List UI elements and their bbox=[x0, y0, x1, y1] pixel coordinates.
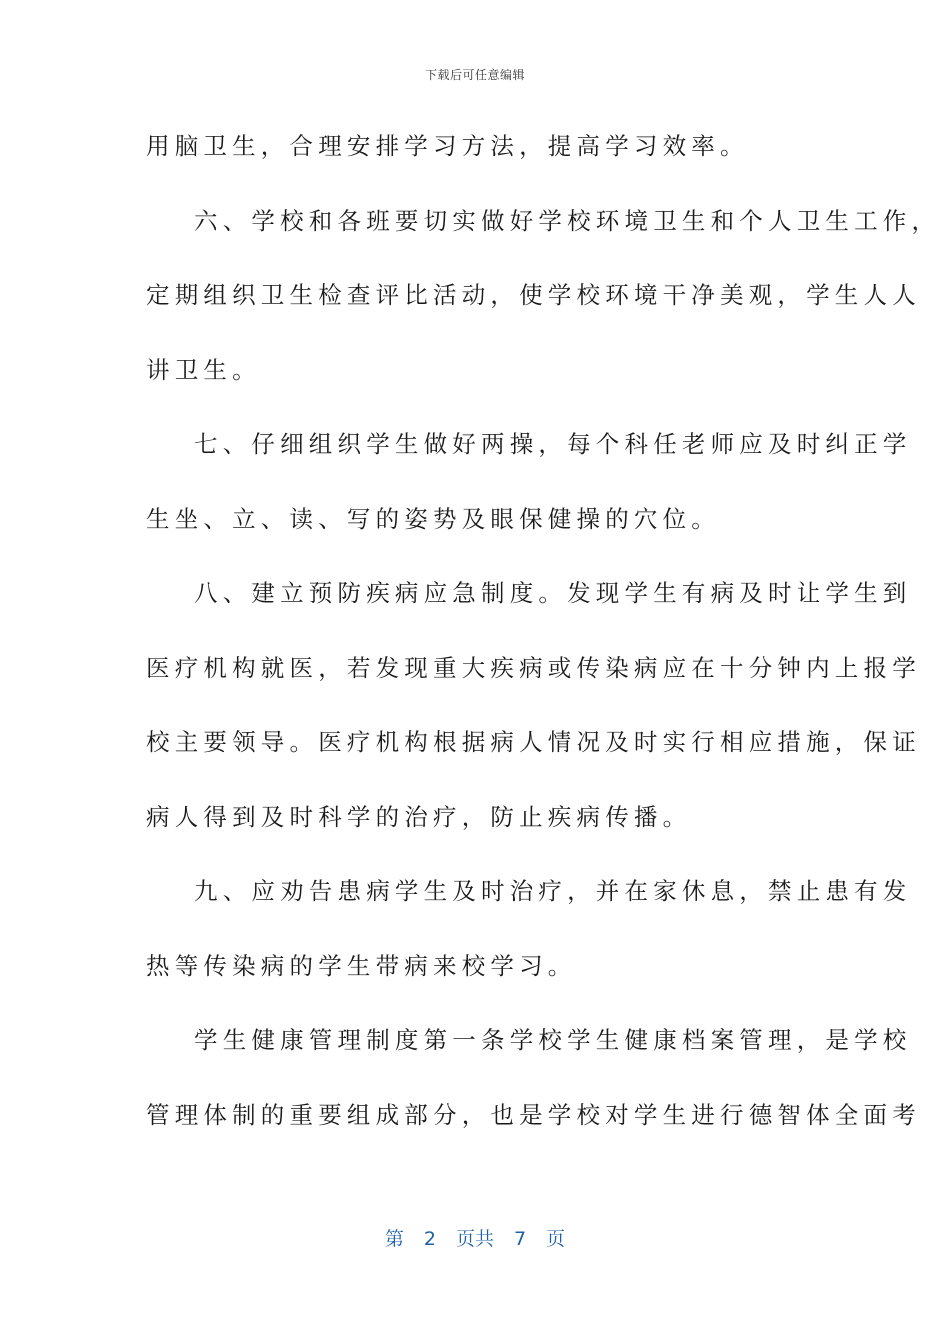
page-label: 第 bbox=[384, 1228, 404, 1250]
text-line: 学生健康管理制度第一条学校学生健康档案管理，是学校 bbox=[194, 1026, 912, 1054]
text-line: 用脑卫生，合理安排学习方法，提高学习效率。 bbox=[146, 132, 749, 160]
document-body bbox=[146, 116, 941, 1159]
page-header-note: 下载后可任意编辑 bbox=[424, 68, 525, 82]
page-label: 页共 bbox=[455, 1228, 494, 1250]
page-label: 页 bbox=[546, 1228, 566, 1250]
text-line: 定期组织卫生检查评比活动，使学校环境干净美观，学生人人 bbox=[146, 281, 921, 309]
page-total: 7 bbox=[514, 1228, 527, 1250]
text-line: 病人得到及时科学的治疗，防止疾病传播。 bbox=[146, 802, 692, 831]
text-line: 八、建立预防疾病应急制度。发现学生有病及时让学生到 bbox=[194, 579, 912, 607]
text-line: 校主要领导。医疗机构根据病人情况及时实行相应措施，保证 bbox=[146, 728, 921, 756]
text-line: 九、应劝告患病学生及时治疗，并在家休息，禁止患有发 bbox=[194, 877, 912, 905]
page-number-footer bbox=[0, 1224, 950, 1251]
text-line: 讲卫生。 bbox=[146, 355, 261, 384]
text-line: 热等传染病的学生带病来校学习。 bbox=[146, 951, 577, 980]
text-line: 生坐、立、读、写的姿势及眼保健操的穴位。 bbox=[146, 504, 720, 533]
text-line: 六、学校和各班要切实做好学校环境卫生和个人卫生工作， bbox=[194, 206, 941, 235]
text-line: 七、仔细组织学生做好两操，每个科任老师应及时纠正学 bbox=[194, 430, 912, 458]
page-current: 2 bbox=[423, 1228, 436, 1250]
text-line: 医疗机构就医，若发现重大疾病或传染病应在十分钟内上报学 bbox=[146, 653, 921, 682]
text-line: 管理体制的重要组成部分，也是学校对学生进行德智体全面考 bbox=[146, 1100, 921, 1129]
